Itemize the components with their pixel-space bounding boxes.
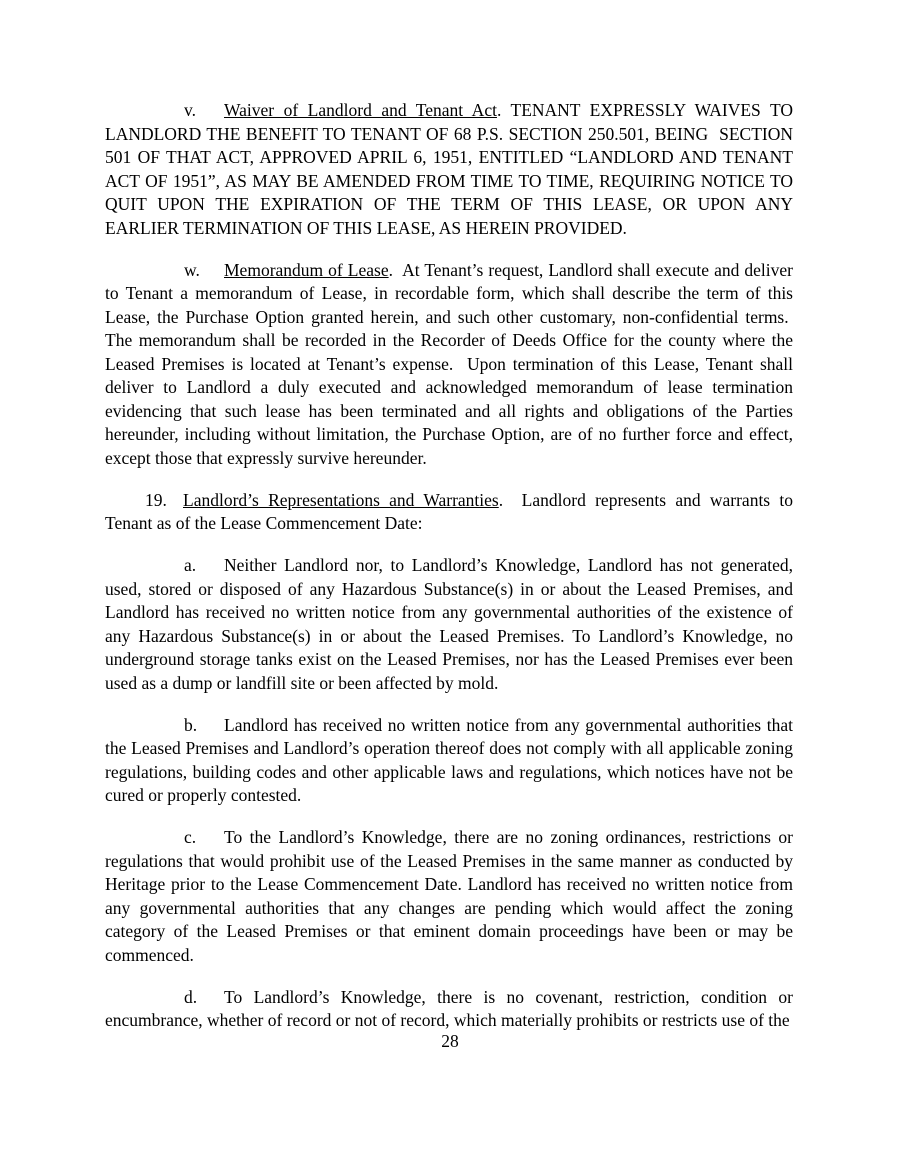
- page-number: 28: [441, 1031, 459, 1051]
- paragraph-text: Neither Landlord nor, to Landlord’s Knowledge, Landlord has not generated, used, stored or disposed of any Hazardous Substance(s) in or about the Leased Premises, and Landlord has received no written notice from any governmental authorities of the existence of any Hazardous Substance(s) in or about the Leased Premises. To Landlord’s Knowledge, no underground storage tanks exist on the Leased Premises, nor has the Leased Premises ever been used as a dump or landfill site or been affected by mold.: [105, 555, 793, 693]
- paragraph-19c: [105, 826, 793, 967]
- paragraph-marker: d.: [184, 986, 198, 1007]
- paragraph-w-memorandum: [105, 259, 793, 471]
- paragraph-v-waiver: [105, 99, 793, 240]
- section-heading: Memorandum of Lease: [224, 259, 389, 280]
- paragraph-text: Landlord has received no written notice from any governmental authorities that the Leased Premises and Landlord’s operation thereof does not comply with all applicable zoning regulations, building codes and other applicable laws and regulations, which notices have not be cured or properly contested.: [105, 714, 793, 805]
- document-body: [105, 99, 793, 1051]
- paragraph-text: . Landlord represents and warrants to Tenant as of the Lease Commencement Date:: [105, 489, 794, 533]
- paragraph-marker: c.: [184, 827, 197, 847]
- paragraph-marker: v.: [184, 100, 196, 120]
- paragraph-text: . TENANT EXPRESSLY WAIVES TO LANDLORD THE BENEFIT TO TENANT OF 68 P.S. SECTION 250.501, BEING SECTION 501 OF THAT ACT, APPROVED APRIL 6, 1951, ENTITLED “LANDLORD AND TENANT ACT OF 1951”, AS MAY BE AMENDED FROM TIME TO TIME, REQUIRING NOTICE TO QUIT UPON THE EXPIRATION OF THE TERM OF THIS LEASE, OR UPON ANY EARLIER TERMINATION OF THIS LEASE, AS HEREIN PROVIDED.: [105, 100, 793, 238]
- paragraph-19b: [105, 714, 793, 808]
- paragraph-text: To Landlord’s Knowledge, there is no covenant, restriction, condition or encumbrance, whether of record or not of record, which materially prohibits or restricts use of the: [105, 986, 793, 1030]
- paragraph-19-representations: [105, 489, 793, 536]
- paragraph-text: . At Tenant’s request, Landlord shall execute and deliver to Tenant a memorandum of Lease, in recordable form, which shall describe the term of this Lease, the Purchase Option granted herein, and such other customary, non-confidential terms. The memorandum shall be recorded in the Recorder of Deeds Office for the county where the Leased Premises is located at Tenant’s expense. Upon termination of this Lease, Tenant shall deliver to Landlord a duly executed and acknowledged memorandum of lease termination evidencing that such lease has been terminated and all rights and obligations of the Parties hereunder, including without limitation, the Purchase Option, are of no further force and effect, except those that expressly survive hereunder.: [105, 259, 793, 468]
- section-heading: Waiver of Landlord and Tenant Act: [224, 100, 497, 120]
- section-heading: Landlord’s Representations and Warranties: [183, 489, 499, 510]
- paragraph-text: To the Landlord’s Knowledge, there are no zoning ordinances, restrictions or regulations that would prohibit use of the Leased Premises in the same manner as conducted by Heritage prior to the Lease Commencement Date. Landlord has received no written notice from any governmental authorities that any changes are pending which would affect the zoning category of the Leased Premises or that eminent domain proceedings have been or may be commenced.: [105, 827, 793, 965]
- paragraph-marker: w.: [184, 259, 200, 280]
- paragraph-marker: 19.: [145, 489, 167, 510]
- paragraph-19a: [105, 554, 793, 695]
- paragraph-marker: a.: [184, 555, 197, 575]
- paragraph-19d: [105, 986, 793, 1033]
- paragraph-marker: b.: [184, 714, 198, 735]
